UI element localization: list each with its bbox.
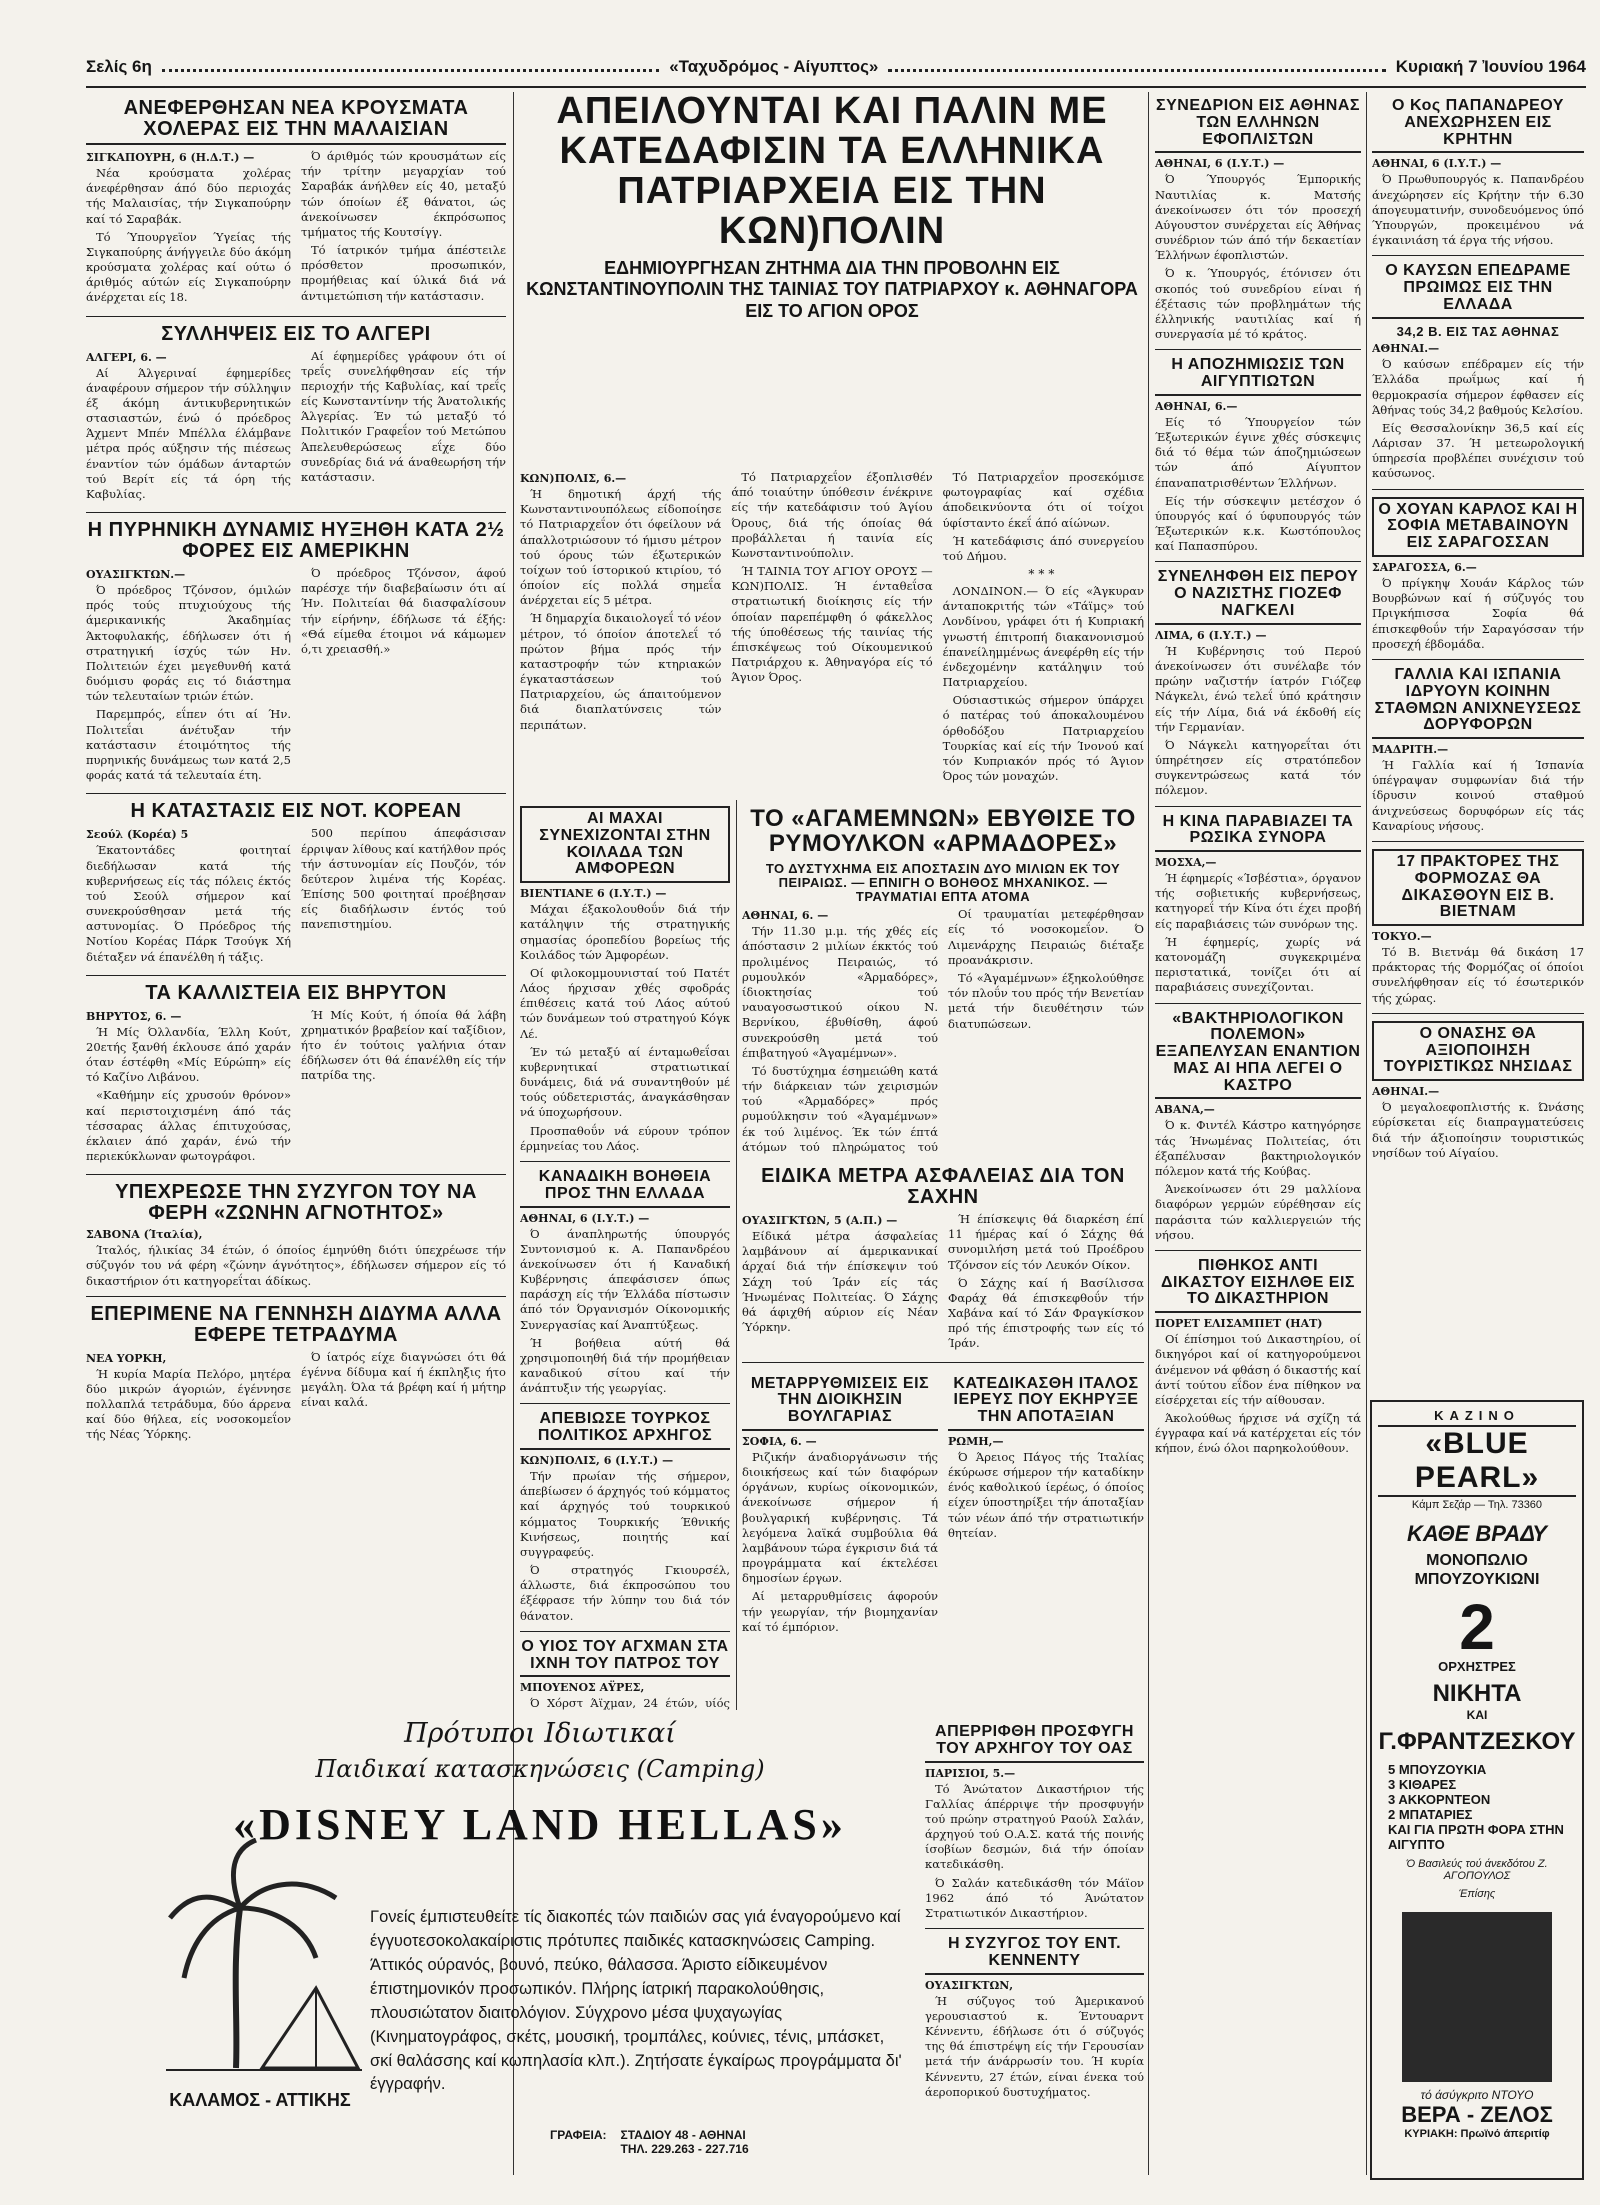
page-number: Σελίς 6η xyxy=(86,57,152,76)
ad-line-2: Παιδικαί κατασκηνώσεις (Camping) xyxy=(315,1755,765,1783)
paragraph: Ή δημοτική άρχή τής Κωνσταντινουπόλεως είδοποίησε τό Πατριαρχεΐον ότι όφείλουν νά άπαλλοτριώσουν τό ήμισυ μέτρον τού όρους τών έξωτερικών τοίχων τού ίστορικού κτιρίου, τό όποίον είς πολλά σημεΐα άνέρχεται είς 5 μέτρα. xyxy=(520,487,722,608)
column-2 xyxy=(520,800,730,1710)
paragraph: Τό Β. Βιετνάμ θά δικάση 17 πράκτορας τής Φορμόζας οί όποίοι συνελήφθησαν είς τό έσωτερικόν τής χώρας. xyxy=(1372,945,1584,1005)
headline: Ο ΧΟΥΑΝ ΚΑΡΛΟΣ ΚΑΙ Η ΣΟΦΙΑ ΜΕΤΑΒΑΙΝΟΥΝ ΕΙΣ ΣΑΡΑΓΟΣΣΑΝ xyxy=(1372,497,1584,557)
dateline: ΑΘΗΝΑΙ, 6. — xyxy=(742,909,829,923)
divider xyxy=(520,1161,730,1162)
orchestra-count: 2 xyxy=(1459,1591,1495,1664)
paragraph: Ό Σαλάν κατεδικάσθη τόν Μάϊον 1962 άπό τό Άνώτατον Στρατιωτικόν Δικαστήριον. xyxy=(925,1875,1144,1920)
palm-tent-illustration-icon xyxy=(166,1838,362,2078)
headline: ΣΥΝΕΔΡΙΟΝ ΕΙΣ ΑΘΗΝΑΣ ΤΩΝ ΕΛΛΗΝΩΝ ΕΦΟΠΛΙΣΤΩΝ xyxy=(1155,98,1361,153)
office-phone: ΤΗΛ. 229.263 - 227.716 xyxy=(620,2142,749,2156)
paragraph: Είς Θεσσαλονίκην 36,5 καί είς Λάρισαν 37. Ή μετεωρολογική ύπηρεσία προβλέπει συνέχισιν τού καύσωνος. xyxy=(1372,420,1584,481)
paragraph: Ή Κυβέρνησις τού Περού άνεκοίνωσεν ότι συνέλαβε τόν πρώην ναζιστήν ίατρόν Γιόζεφ Νάγκελι, ένώ τελεΐ ύπό κράτησιν είς τήν Λίμα, διά νά έκδοθή είς τήν Γερμανίαν. xyxy=(1155,643,1361,734)
headline: «ΒΑΚΤΗΡΙΟΛΟΓΙΚΟΝ ΠΟΛΕΜΟΝ» ΕΞΑΠΕΛΥΣΑΝ ΕΝΑΝΤΙΟΝ ΜΑΣ ΑΙ ΗΠΑ ΛΕΓΕΙ Ο ΚΑΣΤΡΟ xyxy=(1155,1011,1361,1100)
dateline: ΠΟΡΕΤ ΕΛΙΣΑΜΠΕΤ (ΗΑΤ) xyxy=(1155,1317,1323,1331)
paragraph: Ίταλός, ήλικίας 34 έτών, ό όποίος έμηνύθη διότι ύπεχρέωσε τήν σύζυγόν του νά φέρη «ζώνην άγνότητος», έδήλωσεν σήμερον είς τό δικαστήριον ότι κατηγορεΐται άδίκως. xyxy=(86,1243,506,1288)
paragraph: ΛΟΝΔΙΝΟΝ.— Ό είς «Άγκυραν άνταποκριτής τών «Τάϊμς» τού Λονδίνου, γράφει ότι ή Κυπριακή γνωστή έπιτροπή διακανονισμού έπανείλημμένως άνεφέρθη είς τήν ένδεχομένην κατάληψιν τού Πατριαρχείου. xyxy=(942,584,1144,690)
list-item: 2 ΜΠΑΤΑΡΙΕΣ xyxy=(1388,1807,1473,1823)
paragraph: Ό καύσων επέδραμεν είς τήν Έλλάδα πρωΐμως καί ή θερμοκρασία σήμερον έφθασεν είς Άθήνας τούς 34,2 βαθμούς Κελσίου. xyxy=(1372,357,1584,417)
ad-body: Γονείς έμπιστευθείτε τίς διακοπές τών παιδιών σας γιά έναγορούμενο καί έγγυοτεσοκολακαίριστις πρότυπες παιδικές κατασκηνώσεις Camping. Άττικός ούρανός, βουνό, πεύκο, θάλασσα. Άριστο είδικευμένον έπιστημονικόν προσωπικόν. Πλήρης ίατρική παρακολούθησις, πλουσιώτατον διαιτολόγιον. Σύγχρονο μέσα ψυχαγωγίας (Κινηματογράφος, σκέτς, μουσική, τρομπάλες, κούνιες, τένις, μπάσκετ, σκί θαλάσσης καί κωπηλασία κλπ.). Ζητήσατε έγκαίρως προγράμματα δι' έγγραφήν. xyxy=(370,1908,902,2094)
headline: Η ΣΥΖΥΓΟΣ ΤΟΥ ΕΝΤ. ΚΕΝΝΕΝΤΥ xyxy=(925,1936,1144,1975)
paragraph: Προσπαθοΰν νά εύρουν τρόπον έρμηνείας του Λάος. xyxy=(520,1123,730,1153)
headline: ΕΠΕΡΙΜΕΝΕ ΝΑ ΓΕΝΝΗΣΗ ΔΙΔΥΜΑ ΑΛΛΑ ΕΦΕΡΕ ΤΕΤΡΑΔΥΜΑ xyxy=(90,1302,502,1346)
headline: ΥΠΕΧΡΕΩΣΕ ΤΗΝ ΣΥΖΥΓΟΝ ΤΟΥ ΝΑ ΦΕΡΗ «ΖΩΝΗΝ ΑΓΝΟΤΗΤΟΣ» xyxy=(115,1181,477,1225)
dateline: ΑΛΓΕΡΙ, 6. — xyxy=(86,350,167,364)
headline: Ο ΚΑΥΣΩΝ ΕΠΕΔΡΑΜΕ ΠΡΩΙΜΩΣ ΕΙΣ ΤΗΝ ΕΛΛΑΔΑ xyxy=(1372,263,1584,318)
center-lower xyxy=(742,1160,1144,1710)
headline: ΤΟ «ΑΓΑΜΕΜΝΩΝ» ΕΒΥΘΙΣΕ ΤΟ ΡΥΜΟΥΛΚΟΝ «ΑΡΜΑΔΟΡΕΣ» xyxy=(750,805,1136,858)
article-body xyxy=(86,1350,506,1446)
paragraph: Τό Πατριαρχεΐον έξοπλισθέν άπό τοιαύτην ύπόθεσιν ένέκρινε είς τήν κατεδάφισιν τού Άγίου Όρους, διά τής όποίας θά προβάλλεται ή ταινία είς Κωνσταντινούπολιν. xyxy=(731,470,933,560)
column-1 xyxy=(86,92,506,1710)
paragraph: Τό ίατρικόν τμήμα άπέστειλε πρόσθετον προσωπικόν, προμήθειας καί ύλικά διά νά άντιμετώπιση τήν κατάστασιν. xyxy=(301,243,506,303)
dateline: ΠΑΡΙΣΙΟΙ, 5.— xyxy=(925,1766,1016,1780)
dateline: ΑΘΗΝΑΙ, 6 (Ι.Υ.Τ.) — xyxy=(1372,157,1502,171)
divider xyxy=(925,1928,1144,1929)
paragraph: Ό πρόεδρος Τζόνσον, άφού παρέσχε τήν διαβεβαίωσιν ότι αί Ήν. Πολιτείαι θά διασφαλίσουν τήν είρήνην, έδήλωσε τά έξής: «Θά είμεθα έτοιμοι νά κάμωμεν ό,τι χρειασθή.» xyxy=(301,566,506,656)
divider xyxy=(1155,561,1361,562)
headline: ΑΙ ΜΑΧΑΙ ΣΥΝΕΧΙΖΟΝΤΑΙ ΣΤΗΝ ΚΟΙΛΑΔΑ ΤΩΝ ΑΜΦΟΡΕΩΝ xyxy=(520,806,730,883)
casino-label: ΚΑΖΙΝΟ xyxy=(1434,1408,1520,1423)
headline: ΑΠΕΡΡΙΦΘΗ ΠΡΟΣΦΥΓΗ ΤΟΥ ΑΡΧΗΓΟΥ ΤΟΥ ΟΑΣ xyxy=(925,1724,1144,1763)
dateline: ΟΥΑΣΙΓΚΤΩΝ.— xyxy=(86,568,186,582)
paragraph: Τήν 11.30 μ.μ. τής χθές είς άπόστασιν 2 μιλίων έκκτός τού προλιμένος Πειραιώς, τό ρυμουλκόν «Άρμαδόρες», ίδιοκτησίας τού ναυαγοσωστικού οίκου Ν. Βερνίκου, έβυθίσθη, άφού συνεκρούσθη μετά τού έπιβατηγού «Άγαμέμνων». xyxy=(742,924,938,1060)
paragraph: Ό μεγαλοεφοπλιστής κ. Ώνάσης εύρίσκεται είς διαπραγματεύσεις διά τήν άξιοποίησιν τουριστικώς νησίδων τού Αίγαίου. xyxy=(1372,1100,1584,1160)
sunday-note: ΚΥΡΙΑΚΗ: Πρωϊνό άπεριτίφ xyxy=(1404,2128,1550,2141)
divider xyxy=(1372,1013,1584,1014)
masthead-dots-2 xyxy=(888,62,1385,72)
list-item: ΚΑΙ ΓΙΑ ΠΡΩΤΗ ΦΟΡΑ ΣΤΗΝ ΑΙΓΥΠΤΟ xyxy=(1388,1822,1564,1853)
paragraph: Ή Μίς Όλλανδία, Έλλη Κούτ, 20ετής ξανθή έκλουσε άπό χαράν όταν έστέφθη «Μίς Εύρώπη» είς τό Καζίνο Λιβάνου. xyxy=(86,1024,291,1085)
paragraph: Νέα κρούσματα χολέρας άνεφέρθησαν άπό δύο περιοχάς τής Μαλαισίας, τήν Σιγκαπούρην καί τό Σαραβάκ. xyxy=(86,166,291,226)
singer-line: Ό Βασιλεύς τού άνεκδότου Ζ. ΑΓΟΠΟΥΛΟΣ xyxy=(1406,1858,1548,1883)
divider xyxy=(86,1296,506,1297)
paragraph: Αί Άλγεριναί έφημερίδες άναφέρουν σήμερον τήν σύλληψιν έξ άκόμη άντικυβερνητικών στασιαστών, ένώ ό πρόεδρος Άχμεντ Μπέν Μπέλλα έλάμβανε μέτρα πρός αύξησιν τής πιέσεως έναντίον τών όμάδων άνταρτών τού Βερίτ είς τά όρη τής Καβυλίας. xyxy=(86,365,291,501)
headline: ΠΙΘΗΚΟΣ ΑΝΤΙ ΔΙΚΑΣΤΟΥ ΕΙΣΗΛΘΕ ΕΙΣ ΤΟ ΔΙΚΑΣΤΗΡΙΟΝ xyxy=(1155,1258,1361,1313)
dateline: ΜΠΟΥΕΝΟΣ ΑΫΡΕΣ, xyxy=(520,1681,645,1695)
dateline: ΣΙΓΚΑΠΟΥΡΗ, 6 (Η.Δ.Τ.) — xyxy=(86,151,255,164)
divider xyxy=(1155,1003,1361,1004)
headline: ΚΑΝΑΔΙΚΗ ΒΟΗΘΕΙΑ ΠΡΟΣ ΤΗΝ ΕΛΛΑΔΑ xyxy=(520,1169,730,1208)
masthead-dots xyxy=(162,62,659,72)
column-5 xyxy=(1372,92,1584,1395)
headline: ΣΥΝΕΛΗΦΘΗ ΕΙΣ ΠΕΡΟΥ Ο ΝΑΖΙΣΤΗΣ ΓΙΟΖΕΦ ΝΑΓΚΕΛΙ xyxy=(1155,569,1361,624)
headline: Ο Κος ΠΑΠΑΝΔΡΕΟΥ ΑΝΕΧΩΡΗΣΕΝ ΕΙΣ ΚΡΗΤΗΝ xyxy=(1372,98,1584,153)
dateline: ΚΩΝ)ΠΟΛΙΣ, 6.— xyxy=(520,472,627,485)
lead-story xyxy=(520,92,1144,460)
paragraph: 500 περίπου άπεφάσισαν έρριψαν λίθους καί κατήλθον πρός τήν άστυνομίαν είς Πουζόν, τόν δεύτερον λιμένα τής Κορέας. Έπίσης 500 φοιτηταί προέβησαν είς διαδήλωσιν έντός τού πανεπιστημίου. xyxy=(301,826,506,932)
paragraph: Ή Γαλλία καί ή Ίσπανία ύπέγραψαν συμφωνίαν διά τήν ίδρυσιν κοινού σταθμού άνιχνεύσεως δορυφόρων είς τάς Καναρίους νήσους. xyxy=(1372,758,1584,833)
divider xyxy=(86,793,506,794)
headline: ΑΠΕΒΙΩΣΕ ΤΟΥΡΚΟΣ ΠΟΛΙΤΙΚΟΣ ΑΡΧΗΓΟΣ xyxy=(520,1411,730,1450)
paragraph: Τό δυστύχημα έσημειώθη κατά τήν διάρκειαν τών χειρισμών τού «Άρμαδόρες» πρός ρυμούλκησιν τού «Άγαμέμνων» έκ τού λιμένος. Έκ τών έπτά άτόμων τού πληρώματος τού xyxy=(742,1063,938,1154)
paragraph: Ή σύζυγος τού Άμερικανού γερουσιαστού κ. Έντουαρντ Κέννεντυ, έδήλωσε ότι ό σύζυγός της θά έπιστρέψη είς τήν Γερουσίαν μετά τήν άνάρρωσίν του. Ή κυρία Κέννεντυ, 27 έτών, είναι ένεκα τού άεροπορικού δυστυχήματος. xyxy=(925,1993,1144,2099)
headline: ΑΝΕΦΕΡΘΗΣΑΝ ΝΕΑ ΚΡΟΥΣΜΑΤΑ ΧΟΛΕΡΑΣ ΕΙΣ ΤΗΝ ΜΑΛΑΙΣΙΑΝ xyxy=(86,98,506,145)
masthead xyxy=(86,50,1586,84)
paragraph: «Καθήμην είς χρυσούν θρόνον» καί περιστοιχισμένη άπό τάς τέσσαρας άλλας έπιτυχούσας, έκλαιεν άπό χαράν, ένώ τήν περιεκύκλωναν φωτογράφοι. xyxy=(86,1088,291,1164)
headline: ΜΕΤΑΡΡΥΘΜΙΣΕΙΣ ΕΙΣ ΤΗΝ ΔΙΟΙΚΗΣΙΝ ΒΟΥΛΓΑΡΙΑΣ xyxy=(742,1376,938,1431)
office-address: ΣΤΑΔΙΟΥ 48 - ΑΘΗΝΑΙ xyxy=(620,2128,746,2142)
headline: ΚΑΤΕΔΙΚΑΣΘΗ ΙΤΑΛΟΣ ΙΕΡΕΥΣ ΠΟΥ ΕΚΗΡΥΞΕ ΤΗΝ ΑΠΟΤΑΞΙΑΝ xyxy=(948,1376,1144,1431)
paragraph: Τό Ύπουργεϊον Ύγείας τής Σιγκαπούρης άνήγγειλε δύο άκόμη κρούσματα χολέρας καί ούτω ό άριθμός αύτών είς Σιγκαπούρην άνέρχεται είς 18. xyxy=(86,229,291,305)
paragraph: Τό «Άγαμέμνων» έξηκολούθησε τόν πλοΰν του πρός τήν Βενετίαν μετά τήν διευθέτησιν τών διατυπώσεων. xyxy=(948,970,1144,1031)
paragraph: Ή βοήθεια αύτή θά χρησιμοποιηθή διά τήν προμήθειαν καναδικού σίτου καί τήν άνάπτυξιν τής γεωργίας. xyxy=(520,1335,730,1396)
paragraph: Μάχαι έξακολουθοΰν διά τήν κατάληψιν τής στρατηγικής σημασίας όροπεδίου βορείως τής Κοιλάδος τών Άμφορέων. xyxy=(520,902,730,962)
lead-headline: ΑΠΕΙΛΟΥΝΤΑΙ ΚΑΙ ΠΑΛΙΝ ΜΕ ΚΑΤΕΔΑΦΙΣΙΝ ΤΑ ΕΛΛΗΝΙΚΑ ΠΑΤΡΙΑΡΧΕΙΑ ΕΙΣ ΤΗΝ ΚΩΝ)ΠΟΛΙΝ xyxy=(556,92,1108,252)
dateline: ΚΩΝ)ΠΟΛΙΣ, 6 (Ι.Υ.Τ.) — xyxy=(520,1454,674,1468)
column-4 xyxy=(1155,92,1361,2175)
paragraph: Τήν πρωίαν τής σήμερον, άπεβίωσεν ό άρχηγός τού κόμματος καί άρχηγός τού τουρκικού κόμματος Τουρκικής Έθνικής Κινήσεως, ποιητής καί συγγραφεύς. xyxy=(520,1469,730,1559)
dateline: ΜΟΣΧΑ,— xyxy=(1155,856,1217,870)
list-item: 3 ΚΙΘΑΡΕΣ xyxy=(1388,1777,1457,1793)
column-divider xyxy=(1366,92,1367,2175)
divider xyxy=(86,512,506,513)
dateline: Σεούλ (Κορέα) 5 xyxy=(86,828,189,842)
dateline: ΝΕΑ ΥΟΡΚΗ, xyxy=(86,1351,167,1365)
duo-name: ΒΕΡΑ - ΖΕΛΟΣ xyxy=(1401,2102,1553,2128)
office-label: ΓΡΑΦΕΙΑ: xyxy=(550,2128,607,2142)
ad-brand: «DISNEY LAND HELLAS» xyxy=(233,1800,847,1849)
paragraph: Ή έφημερίς, χωρίς νά κατονομάζη συγκεκριμένα περιστατικά, τονίζει ότι αί παραβιάσεις συνεχίζονται. xyxy=(1155,934,1361,995)
paragraph: Ή δημαρχία δικαιολογεΐ τό νέον μέτρον, τό όποίον άποτελεΐ τό πρώτον βήμα πρός τήν καταστροφήν τών κτηριακών έγκαταστάσεων τού Πατριαρχείου, ώς άπαιτούμενον διά διαπλατύνσεις τών περιπάτων. xyxy=(520,611,722,732)
separator-stars: *** xyxy=(1028,567,1059,582)
camping-advertisement xyxy=(160,1718,920,2178)
ad-line-1: Πρότυποι Ιδιωτικαί xyxy=(404,1718,676,1749)
dateline: ΣΑΡΑΓΟΣΣΑ, 6.— xyxy=(1372,561,1477,575)
paragraph: Είς τό Ύπουργείον τών Έξωτερικών έγινε χθές σύσκεψις διά τό θέμα τών άποζημιώσεων τών άπό Αίγυπτον έπαναπατρισθέντων Έλλήνων. xyxy=(1155,414,1361,490)
lead-columns xyxy=(520,470,1144,785)
paragraph: Άκολούθως ήρχισε νά σχίζη τά έγγραφα καί νά κατέρχεται είς τόν κήπον, ένώ όλοι παρηκολούθουν. xyxy=(1155,1411,1361,1456)
paragraph: Αί έφημερίδες γράφουν ότι οί τρεΐς συνελήφθησαν είς τήν περιοχήν τής Καβυλίας, καί τρεΐς είς Κωνσταντίνην τής Άνατολικής Άλγερίας. Έν τώ μεταξύ τό Πολιτικόν Γραφεΐον τού Μετώπου Άπελευθερώσεως εΐχε δύο συνεδρίας διά νά άναθεωρήση τήν κατάστασιν. xyxy=(301,348,506,484)
divider xyxy=(86,1174,506,1175)
dateline: ΑΘΗΝΑΙ, 6 (Ι.Υ.Τ.) — xyxy=(520,1211,650,1225)
office-details xyxy=(621,2128,749,2156)
paper-name: «Ταχυδρόμος - Αίγυπτος» xyxy=(669,57,879,76)
article-body xyxy=(86,1008,506,1168)
divider xyxy=(520,1403,730,1404)
paragraph: Ό στρατηγός Γκιουρσέλ, άλλωστε, διά έκπροσώπου του έξέφρασε τήν λύπην του διά τόν θάνατον. xyxy=(520,1563,730,1623)
also-label: Έπίσης xyxy=(1458,1888,1496,1901)
divider xyxy=(86,975,506,976)
lead-subheadline: ΕΔΗΜΙΟΥΡΓΗΣΑΝ ΖΗΤΗΜΑ ΔΙΑ ΤΗΝ ΠΡΟΒΟΛΗΝ ΕΙΣ ΚΩΝΣΤΑΝΤΙΝΟΥΠΟΛΙΝ ΤΗΣ ΤΑΙΝΙΑΣ ΤΟΥ ΠΑΤΡΙΑΡΧΟΥ κ. ΑΘΗΝΑΓΟΡΑ ΕΙΣ ΤΟ ΑΓΙΟΝ ΟΡΟΣ xyxy=(526,257,1138,321)
paragraph: Άνεκοίνωσεν ότι 29 μαλλίονα διαφόρων γερμών εύρέθησαν είς παράσιτα τών καλλιεργειών τής νήσου. xyxy=(1155,1182,1361,1242)
paragraph: Ή Μίς Κούτ, ή όποία θά λάβη χρηματικόν βραβείον καί ταξίδιον, ήτο έν τούτοις γαλήνια όταν έδήλωσεν ότι θά έπανέλθη είς τήν πατρίδα της. xyxy=(301,1007,506,1083)
orchestras-label: ΟΡΧΗΣΤΡΕΣ xyxy=(1438,1659,1516,1675)
dateline: ΑΘΗΝΑΙ.— xyxy=(1372,342,1440,356)
dateline: ΑΘΗΝΑΙ, 6.— xyxy=(1155,399,1238,413)
performer-nikita: ΝΙΚΗΤΑ xyxy=(1432,1680,1522,1708)
center-bottom xyxy=(925,1718,1144,2175)
headline: Η ΠΥΡΗΝΙΚΗ ΔΥΝΑΜΙΣ ΗΥΞΗΘΗ ΚΑΤΑ 2½ ΦΟΡΕΣ ΕΙΣ ΑΜΕΡΙΚΗΝ xyxy=(87,519,505,563)
paragraph: Ό Χόρστ Άϊχμαν, 24 έτών, υίός xyxy=(530,1696,730,1710)
paragraph: Ό Άρειος Πάγος τής Ίταλίας έκύρωσε σήμερον τήν καταδίκην ένός καθολικού ίερέως, ό όποίος είχεν ύποστηρίξει τήν άποταξίαν τών νέων άπό τήν στρατιωτικήν θητείαν. xyxy=(948,1449,1144,1540)
article-body xyxy=(86,566,506,786)
paragraph: Ή έφημερίς «Ίσβέστια», όργανον τής σοβιετικής κυβερνήσεως, κατηγορεΐ τήν Κίνα ότι έχει προβή είς παραβιάσεις τών συνόρων της. xyxy=(1155,871,1361,931)
casino-name: «BLUE PEARL» xyxy=(1378,1425,1576,1497)
column-divider xyxy=(736,800,737,1710)
duo-label: τό άσύγκριτο ΝΤΟΥΟ xyxy=(1420,2088,1534,2103)
headline: Η ΚΙΝΑ ΠΑΡΑΒΙΑΖΕΙ ΤΑ ΡΩΣΙΚΑ ΣΥΝΟΡΑ xyxy=(1155,814,1361,853)
paragraph: Οί έπίσημοι τού Δικαστηρίου, οί δικηγόροι καί οί κατηγορούμενοι άνέμενον νά φθάση ό δικαστής καί άντί τούτου εΐδον ένα πίθηκον να είσέρχεται είς τήν αίθουσαν. xyxy=(1155,1332,1361,1407)
lead-body xyxy=(520,470,1144,785)
paragraph: Ό Σάχης καί ή Βασίλισσα Φαράχ θά έπισκεφθοΰν τήν Χαβάνα καί τό Σάν Φραγκίσκον πρό τής έπιστροφής των είς τό Ίράν. xyxy=(948,1275,1144,1351)
paragraph: Ή έπίσκεψις θά διαρκέση έπί 11 ήμέρας καί ό Σάχης θά συνομιλήση μετά τού Προέδρου Τζόνσον είς τόν Λευκόν Οίκον. xyxy=(948,1212,1144,1272)
divider xyxy=(1372,489,1584,490)
article-body xyxy=(742,1370,1144,1638)
divider xyxy=(1372,841,1584,842)
headline: ΓΑΛΛΙΑ ΚΑΙ ΙΣΠΑΝΙΑ ΙΔΡΥΟΥΝ ΚΟΙΝΗΝ ΣΤΑΘΜΩΝ ΑΝΙΧΝΕΥΣΕΩΣ ΔΟΡΥΦΟΡΩΝ xyxy=(1372,667,1584,739)
paragraph: Ό πρόεδρος Τζόνσον, όμιλών πρός τούς πτυχιούχους τής άμερικανικής Άκαδημίας Άκτοφυλακής, έδήλωσεν ότι ή στρατηγική ίσχύς τών Ην. Πολιτειών έχει μεγεθυνθή κατά δυόμισυ φοράς εις τό διάστημα τών τελευταίων τριών έτών. xyxy=(86,583,291,704)
paragraph: Τό Άνώτατον Δικαστήριον τής Γαλλίας άπέρριψε τήν προσφυγήν τού πρώην στρατηγού Ραούλ Σαλάν, άρχηγού τού Ο.Α.Σ. κατά τής ποινής ίσοβίων δεσμών, διά τήν όποίαν κατεδικάσθη. xyxy=(925,1781,1144,1872)
paragraph: Παρεμπρός, εΐπεν ότι αί Ήν. Πολιτεΐαι άνέτυξαν τήν κατάστασιν έτοιμότητος τής πυρηνικής δυνάμεως των κατά 2,5 φοράς κατά τά τελευταία έτη. xyxy=(86,707,291,783)
column-divider xyxy=(1148,92,1149,2175)
article-body xyxy=(86,349,506,506)
article-body xyxy=(742,1212,1144,1355)
casino-advertisement xyxy=(1370,1400,1584,2180)
divider xyxy=(1155,806,1361,807)
issue-date: Κυριακή 7 Ἰουνίου 1964 xyxy=(1395,57,1586,76)
divider xyxy=(1372,255,1584,256)
monopoly-label: ΜΟΝΟΠΩΛΙΟ ΜΠΟΥΖΟΥΚΙΩΝΙ xyxy=(1414,1552,1540,1589)
paragraph: Ριζικήν άναδιοργάνωσιν τής διοικήσεως καί τών διαφόρων όργάνων, κυρίως οίκονομικών, άνεκοίνωσε σήμερον ή βουλγαρική κυβέρνησις. Τά λεγόμενα λαϊκά συμβούλια θά λαμβάνουν τώρα έγκρισιν διά τά προγράμματα καί έκτελέσει δημοσίων έργων. xyxy=(742,1449,938,1586)
divider xyxy=(1155,1250,1361,1251)
ad-office xyxy=(550,2128,749,2156)
casino-address: Κάμπ Σεζάρ — Τηλ. 73360 xyxy=(1411,1499,1543,1511)
dateline: ΣΑΒΟΝΑ (Ίταλία), xyxy=(86,1228,203,1242)
dateline: ΡΩΜΗ,— xyxy=(948,1434,1004,1448)
paragraph: Ή ΤΑΙΝΙΑ ΤΟΥ ΑΓΙΟΥ ΟΡΟΥΣ — ΚΩΝ)ΠΟΛΙΣ. Ή ένταθεΐσα στρατιωτική διοίκησις είς τήν όποίαν παρεπέμφθη ό φάκελλος τής ύποθέσεως τής ταινίας τής έπισκέψεως τού Οίκουμενικού Πατριάρχου κ. Άθηναγόρα είς τό Άγιον Όρος. xyxy=(731,564,933,685)
headline: ΕΙΔΙΚΑ ΜΕΤΡΑ ΑΣΦΑΛΕΙΑΣ ΔΙΑ ΤΟΝ ΣΑΧΗΝ xyxy=(761,1165,1125,1208)
dateline: ΛΙΜΑ, 6 (Ι.Υ.Τ.) — xyxy=(1155,628,1267,642)
article-body xyxy=(86,826,506,967)
paragraph: Οί τραυματίαι μετεφέρθησαν είς τό νοσοκομεΐον. Ό Λιμενάρχης Πειραιώς διέταξε προανάκρισιν. xyxy=(948,907,1144,967)
divider xyxy=(1372,659,1584,660)
paragraph: Ό κ. Ύπουργός, έτόνισεν ότι σκοπός τού συνεδρίου είναι ή έξέτασις τών προβλημάτων τής έλληνικής ναυτιλίας καί ή συνεργασία μέ τό κράτος. xyxy=(1155,266,1361,342)
dateline: ΜΑΔΡΙΤΗ.— xyxy=(1372,743,1449,757)
headline: 17 ΠΡΑΚΤΟΡΕΣ ΤΗΣ ΦΟΡΜΟΖΑΣ ΘΑ ΔΙΚΑΣΘΟΥΝ ΕΙΣ Β. ΒΙΕΤΝΑΜ xyxy=(1372,849,1584,926)
headline: Ο ΟΝΑΣΗΣ ΘΑ ΑΞΙΟΠΟΙΗΣΗ ΤΟΥΡΙΣΤΙΚΩΣ ΝΗΣΙΔΑΣ xyxy=(1372,1021,1584,1081)
article-body xyxy=(742,907,1144,1155)
instrument-list xyxy=(1388,1762,1576,1852)
paragraph: Ό Πρωθυπουργός κ. Παπανδρέου άνεχώρησεν είς Κρήτην τήν 6.30 άπογευματινήν, συνοδευόμενος ύπό Ύπουργών, προκειμένου νά έγκαινιάση τά έργα τής νήσου. xyxy=(1372,172,1584,248)
dateline: ΟΥΑΣΙΓΚΤΩΝ, 5 (Α.Π.) — xyxy=(742,1214,898,1227)
subheadline: 34,2 Β. ΕΙΣ ΤΑΣ ΑΘΗΝΑΣ xyxy=(1396,323,1560,339)
paragraph: Ό Νάγκελι κατηγορεΐται ότι ύπηρέτησεν είς στρατόπεδον συγκεντρώσεως κατά τόν πόλεμον. xyxy=(1155,737,1361,798)
divider xyxy=(520,1631,730,1632)
article-body xyxy=(86,149,506,309)
headline: Η ΚΑΤΑΣΤΑΣΙΣ ΕΙΣ ΝΟΤ. ΚΟΡΕΑΝ xyxy=(130,800,462,823)
dateline: ΑΘΗΝΑΙ.— xyxy=(1372,1085,1440,1099)
dateline: ΒΙΕΝΤΙΑΝΕ 6 (Ι.Υ.Τ.) — xyxy=(520,887,667,901)
headline: Η ΑΠΟΖΗΜΙΩΣΙΣ ΤΩΝ ΑΙΓΥΠΤΙΩΤΩΝ xyxy=(1155,357,1361,396)
center-upper xyxy=(742,800,1144,1155)
paragraph: Είδικά μέτρα άσφαλείας λαμβάνουν αί άμερικανικαί άρχαί διά τήν έπίσκεψιν τού Σάχη τού Ίράν είς τάς Ήνωμένας Πολιτείας. Ό Σάχης θά άφιχθή αύριον είς Νέαν Ύόρκην. xyxy=(742,1229,938,1335)
paragraph: Ό άριθμός τών κρουσμάτων είς τήν τρίτην μεγαρχίαν τού Σαραβάκ άνήλθεν είς 40, μεταξύ τών όποίων έξ θάνατοι, ώς άνεκοίνωσεν έκπρόσωπος τμήματος τής Κουτσίγγ. xyxy=(301,149,506,239)
paragraph: Ό Ύπουργός Έμπορικής Ναυτιλίας κ. Ματσής άνεκοίνωσεν ότι τόν προσεχή Αύγουστον συνέρχεται είς Άθήνας συνέδριον τών άπό τήν δεκαετίαν Έλλήνων έφοπλιστών. xyxy=(1155,172,1361,263)
every-night: ΚΑΘΕ ΒΡΑΔΥ xyxy=(1407,1521,1547,1546)
paragraph: Ό ίατρός είχε διαγνώσει ότι θά έγέννα δίδυμα καί ή έκπληξις ήτο μεγάλη. Όλα τά βρέφη καί ή μήτηρ είναι καλά. xyxy=(301,1349,506,1410)
dancer-photo xyxy=(1402,1912,1552,2082)
paragraph: Είς τήν σύσκεψιν μετέσχον ό ύπουργός καί ό ύφυπουργός τών Έξωτερικών κ.κ. Κωστόπουλος καί Παπασπύρου. xyxy=(1155,493,1361,554)
paragraph: Ό άναπληρωτής ύπουργός Συντονισμού κ. Α. Παπανδρέου άνεκοίνωσεν ότι ή Καναδική Κυβέρνησις άπεφάσισεν όπως παράσχη είς τήν Έλλάδα πίστωσιν άπό τόν Όργανισμόν Οίκονομικής Συνεργασίας καί Άναπτύξεως. xyxy=(520,1226,730,1332)
masthead-rule xyxy=(86,86,1586,88)
paragraph: Ό κ. Φιντέλ Κάστρο κατηγόρησε τάς Ήνωμένας Πολιτείας, ότι έξαπέλυσαν βακτηριολογικόν πόλεμον κατά τής Κούβας. xyxy=(1155,1118,1361,1178)
list-item: 3 ΑΚΚΟΡΝΤΕΟΝ xyxy=(1388,1792,1491,1808)
headline: Ο ΥΙΟΣ ΤΟΥ ΑΓΧΜΑΝ ΣΤΑ ΙΧΝΗ ΤΟΥ ΠΑΤΡΟΣ ΤΟΥ xyxy=(520,1639,730,1678)
performer-frantzeskou: Γ.ΦΡΑΝΤΖΕΣΚΟΥ xyxy=(1378,1728,1576,1756)
ad-location: ΚΑΛΑΜΟΣ - ΑΤΤΙΚΗΣ xyxy=(169,2090,351,2110)
and-label: ΚΑΙ xyxy=(1466,1708,1488,1723)
dateline: ΑΒΑΝΑ,— xyxy=(1155,1103,1215,1117)
paragraph: Οί φιλοκομμουνισταί τού Πατέτ Λάος ήρχισαν χθές σφοδράς έπιθέσεις κατά τού Λάος αύτού τών δυνάμεων τού στρατηγού Κόγκ Λέ. xyxy=(520,965,730,1041)
dateline: ΟΥΑΣΙΓΚΤΩΝ, xyxy=(925,1978,1014,1992)
paragraph: Τό Πατριαρχεΐον προσεκόμισε φωτογραφίας καί σχέδια άποδεικνύοντα ότι οί τοίχοι ύφίσταντο έκεΐ άπό αίώνων. xyxy=(942,470,1144,530)
headline: ΤΑ ΚΑΛΛΙΣΤΕΙΑ ΕΙΣ ΒΗΡΥΤΟΝ xyxy=(145,981,447,1004)
divider xyxy=(1155,349,1361,350)
paragraph: Ούσιαστικώς σήμερον ύπάρχει ό πατέρας τού άποκαλουμένου όρθοδόξου Πατριαρχείου Τουρκίας καί είς τήν Ίνονού καί τόν Κυπριακόν πρός τό Άγιον Όρος τών μοναχών. xyxy=(942,693,1144,784)
list-item: 5 ΜΠΟΥΖΟΥΚΙΑ xyxy=(1388,1762,1487,1778)
paragraph: Ή κυρία Μαρία Πελόρο, μητέρα δύο μικρών άγοριών, έγέννησε πολλαπλά τετράδυμα, δύο άρρενα καί δύο θήλεα, είς νοσοκομεΐον τής Νέας Ύόρκης. xyxy=(86,1366,291,1442)
paragraph: Ή κατεδάφισις άπό συνεργείου τού Δήμου. xyxy=(942,533,1144,563)
paragraph: Αί μεταρρυθμίσεις άφορούν τήν γεωργίαν, τήν βιομηχανίαν καί τό έμπόριον. xyxy=(742,1589,938,1634)
dateline: ΤΟΚΥΟ.— xyxy=(1372,930,1432,944)
headline: ΣΥΛΛΗΨΕΙΣ ΕΙΣ ΤΟ ΑΛΓΕΡΙ xyxy=(161,322,431,345)
divider xyxy=(86,316,506,317)
dateline: ΑΘΗΝΑΙ, 6 (Ι.Υ.Τ.) — xyxy=(1155,157,1285,171)
paragraph: Έκατοντάδες φοιτηταί διεδήλωσαν κατά τής κυβερνήσεως είς τάς πόλεις έκτός τού Σεούλ σήμερον καί συνεκρούσθησαν μετά τής αστυνομίας. Ό Πρόεδρος τής Νοτίου Κορέας Πάρκ Τσούγκ Χή διέταξεν νά έπανέλθη ή τάξις. xyxy=(86,843,291,964)
paragraph: Ό πρίγκηψ Χουάν Κάρλος τών Βουρβώνων καί ή σύζυγός του Πριγκήπισσα Σοφία θά έπισκεφθοΰν τήν Σαραγόσσαν τήν προσεχή έβδομάδα. xyxy=(1372,576,1584,651)
dateline: ΒΗΡΥΤΟΣ, 6. — xyxy=(86,1009,182,1023)
divider xyxy=(742,1362,1144,1363)
dateline: ΣΟΦΙΑ, 6. — xyxy=(742,1434,817,1448)
paragraph: Έν τώ μεταξύ αί ένταμωθεΐσαι κυβερνητικαί στρατιωτικαί δυνάμεις, διά νά συναντηθούν μέ τούς ούδετεριστάς, άναγκάσθησαν νά ύποχωρήσουν. xyxy=(520,1044,730,1120)
subheadline: ΤΟ ΔΥΣΤΥΧΗΜΑ ΕΙΣ ΑΠΟΣΤΑΣΙΝ ΔΥΟ ΜΙΛΙΩΝ ΕΚ ΤΟΥ ΠΕΙΡΑΙΩΣ. — ΕΠΝΙΓΗ Ο ΒΟΗΘΟΣ ΜΗΧΑΝΙΚΟΣ. — ΤΡΑΥΜΑΤΙΑΙ ΕΠΤΑ ΑΤΟΜΑ xyxy=(765,861,1121,904)
